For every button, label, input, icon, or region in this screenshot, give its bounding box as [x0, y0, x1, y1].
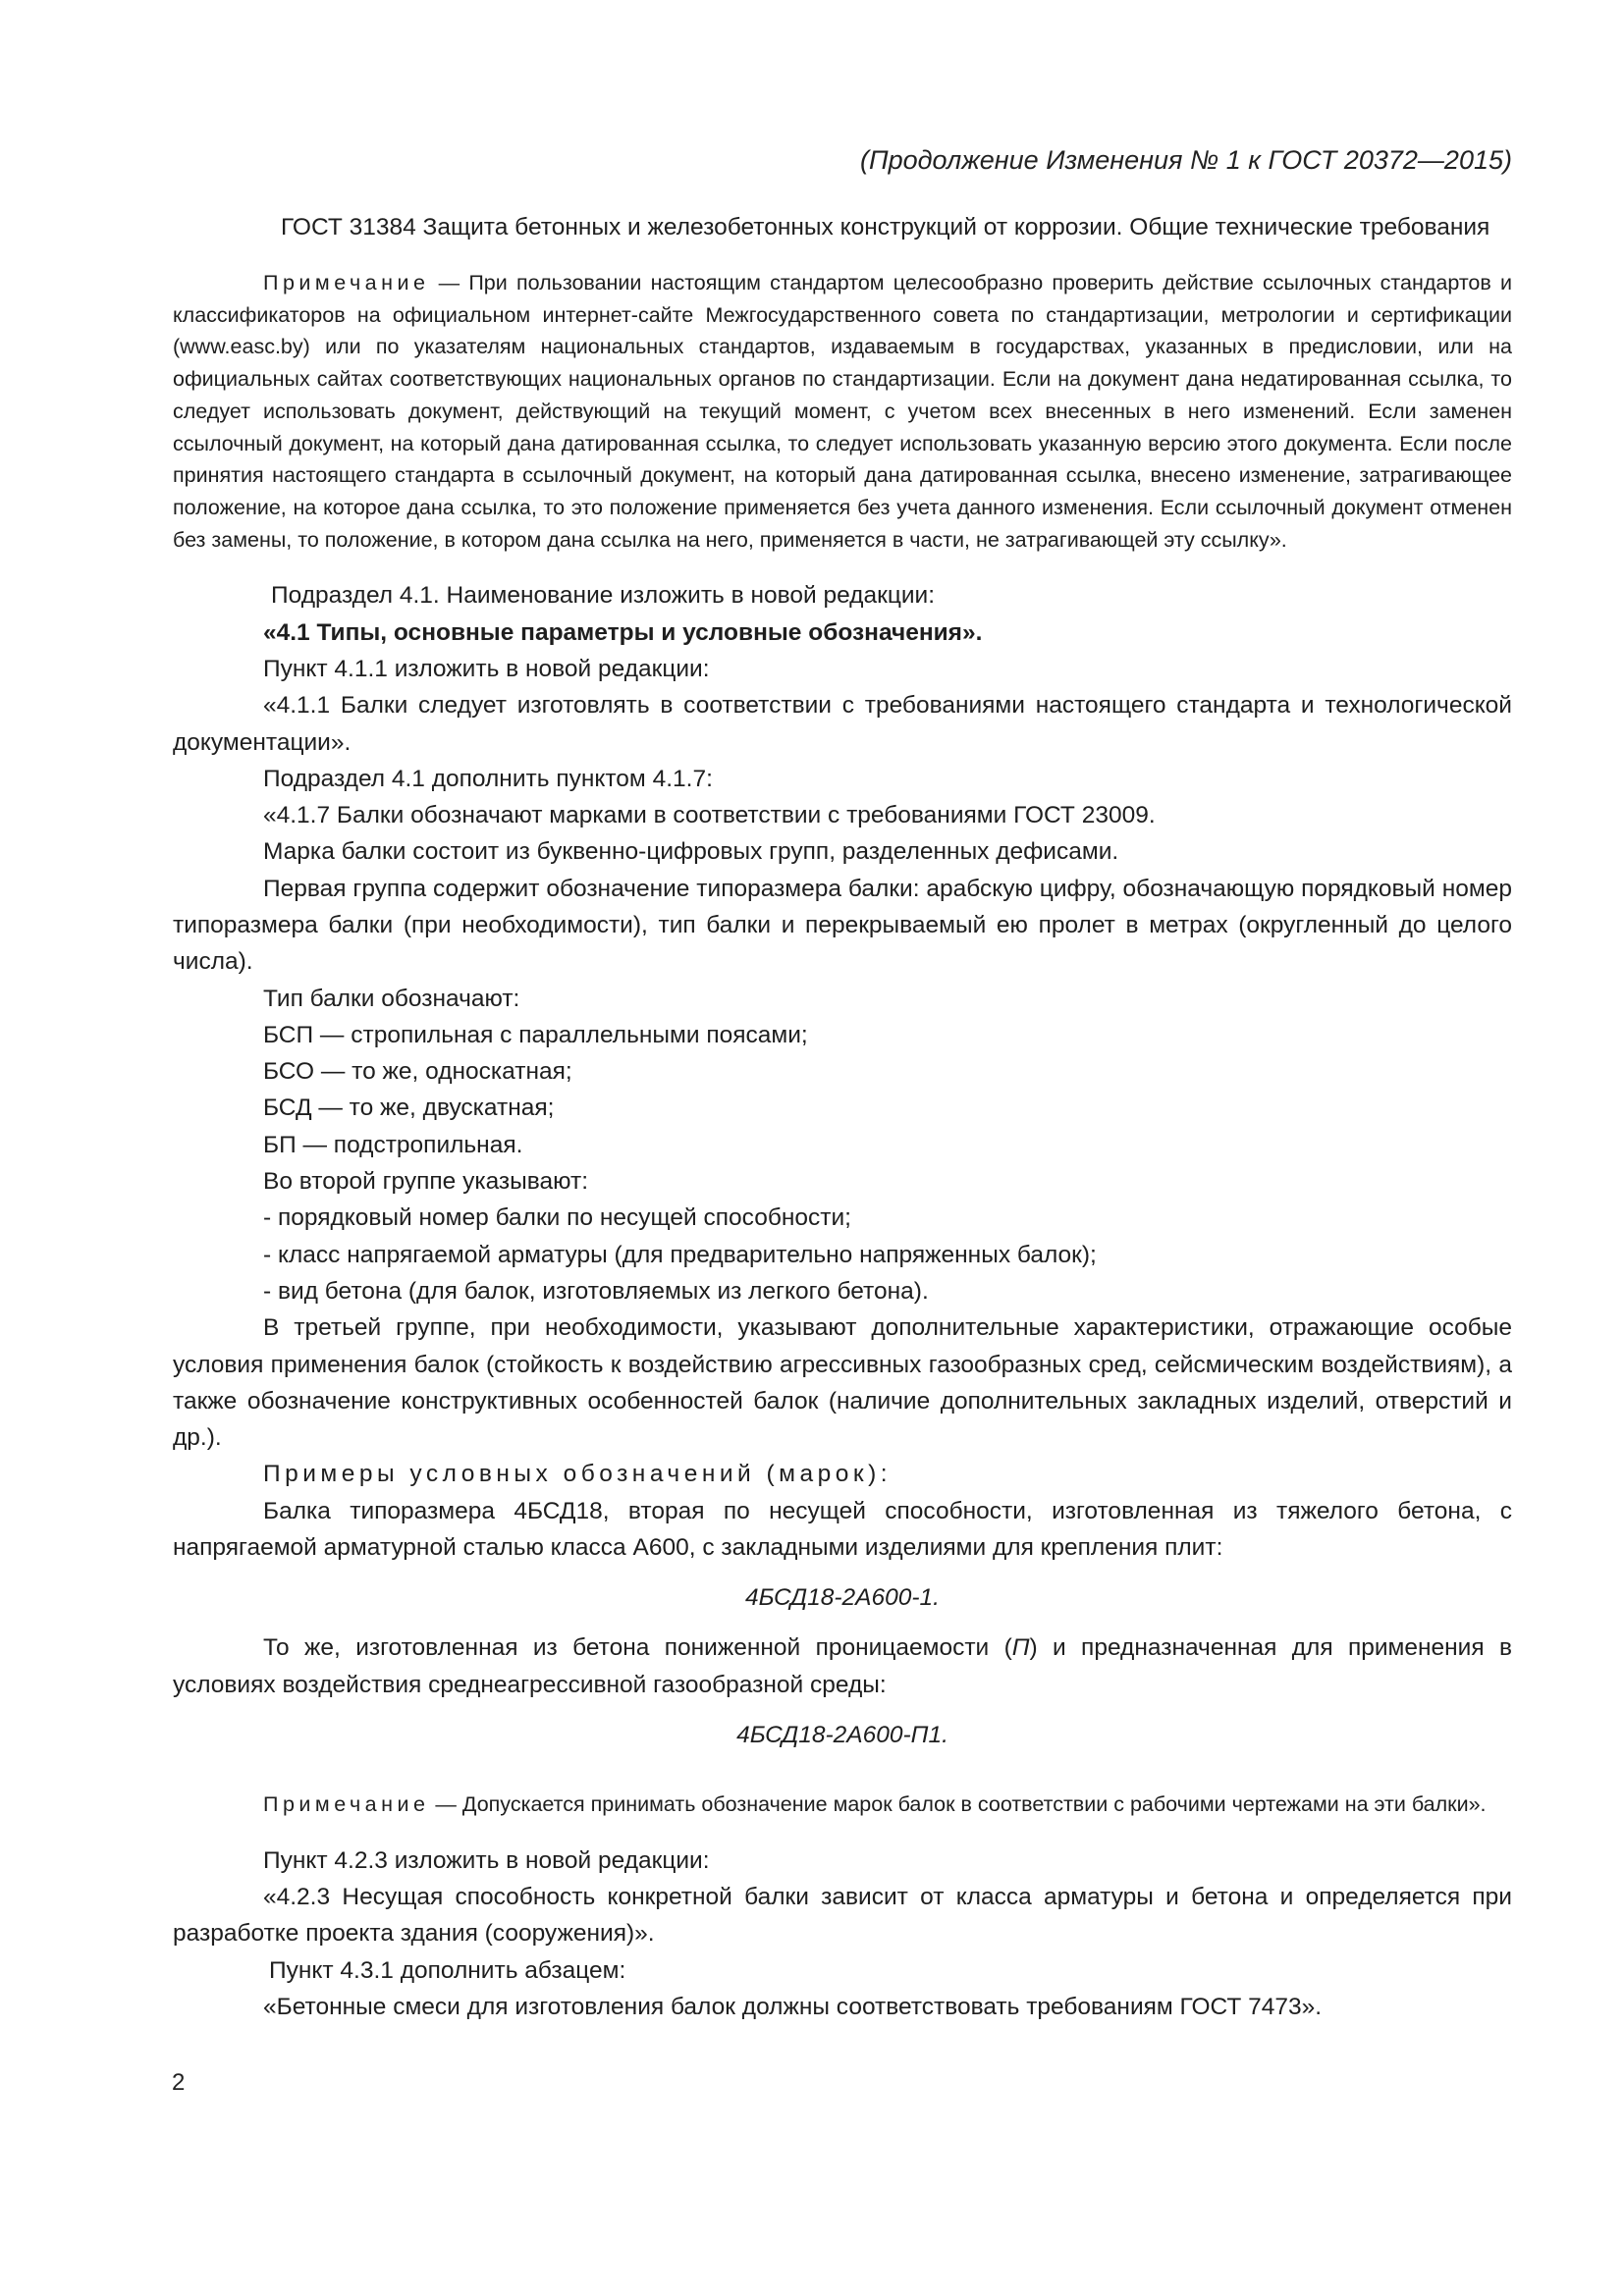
second-group-item: - класс напрягаемой арматуры (для предварительно напряженных балок); [263, 1241, 1097, 1268]
beam-type-bsd: БСД — то же, двускатная; [263, 1095, 555, 1122]
page-number: 2 [172, 2069, 186, 2096]
item-4-1-7-instruction: Подраздел 4.1 дополнить пунктом 4.1.7: [263, 765, 713, 792]
note-label: Примечание [263, 1791, 430, 1816]
example-1-text: Балка типоразмера 4БСД18, вторая по несущей способности, изготовленная из тяжелого бетона, с напрягаемой арматурной сталью класса А600, с закладными изделиями для крепления плит: [173, 1497, 1512, 1562]
note-label: Примечание [263, 271, 430, 294]
note-dash: — [429, 1791, 462, 1816]
note-references [173, 267, 1512, 556]
second-group-item: - вид бетона (для балок, изготовляемых из легкого бетона). [263, 1277, 929, 1305]
reference-gost-31384: ГОСТ 31384 Защита бетонных и железобетонных конструкций от коррозии. Общие технические требования [281, 214, 1490, 240]
item-4-2-3-instruction: Пункт 4.2.3 изложить в новой редакции: [263, 1846, 710, 1874]
second-group-item: - порядковый номер балки по несущей способности; [263, 1204, 851, 1232]
example-2-mark: 4БСД18-2А600-П1. [736, 1721, 948, 1748]
subsection-4-1-instruction: Подраздел 4.1. Наименование изложить в новой редакции: [271, 582, 936, 610]
page-content [173, 208, 1512, 2025]
note-dash: — [429, 271, 469, 294]
item-4-3-1-text: «Бетонные смеси для изготовления балок должны соответствовать требованиям ГОСТ 7473». [263, 1993, 1323, 2020]
item-4-2-3-text: «4.2.3 Несущая способность конкретной балки зависит от класса арматуры и бетона и определяется при разработке проекта здания (сооружения)». [173, 1883, 1512, 1948]
beam-type-bsp: БСП — стропильная с параллельными поясами; [263, 1021, 808, 1048]
note-text: При пользовании настоящим стандартом целесообразно проверить действие ссылочных стандартов и классификаторов на официальном интернет-сайте Межгосударственного совета по стандартизации, метрологии и сертификации (www.easc.by) или по указателям национальных стандартов, издаваемым в государствах, указанных в предисловии, или на официальных сайтах соответствующих национальных органов по стандартизации. Если на документ дана недатированная ссылка, то следует использовать документ, действующий на текущий момент, с учетом всех внесенных в него изменений. Если заменен ссылочный документ, на который дана датированная ссылка, то следует использовать указанную версию этого документа. Если после принятия настоящего стандарта в ссылочный документ, на который дана датированная ссылка, внесено изменение, затрагивающее положение, на которое дана ссылка, то это положение применяется без учета данного изменения. Если ссылочный документ отменен без замены, то положение, в котором дана ссылка на него, применяется в части, не затрагивающей эту ссылку». [173, 271, 1512, 552]
mark-structure-text: Марка балки состоит из буквенно-цифровых групп, разделенных дефисами. [263, 838, 1119, 866]
beam-type-bp: БП — подстропильная. [263, 1131, 523, 1158]
item-4-1-1-instruction: Пункт 4.1.1 изложить в новой редакции: [263, 655, 710, 682]
permeability-symbol: П [1011, 1634, 1030, 1662]
first-group-text: Первая группа содержит обозначение типоразмера балки: арабскую цифру, обозначающую порядковый номер типоразмера балки (при необходимости), тип балки и перекрываемый ею пролет в метрах (округленный до целого числа). [173, 875, 1512, 976]
item-4-1-7-text: «4.1.7 Балки обозначают марками в соответствии с требованиями ГОСТ 23009. [263, 802, 1156, 829]
subsection-4-1-title: «4.1 Типы, основные параметры и условные обозначения». [263, 618, 983, 646]
beam-type-bso: БСО — то же, односкатная; [263, 1058, 572, 1086]
examples-heading: Примеры условных обозначений (марок): [263, 1461, 893, 1488]
third-group-text: В третьей группе, при необходимости, указывают дополнительные характеристики, отражающие особые условия применения балок (стойкость к воздействию агрессивных газообразных сред, сейсмическим воздействиям), а также обозначение конструктивных особенностей балок (наличие дополнительных закладных изделий, отверстий и др.). [173, 1314, 1512, 1452]
item-4-3-1-instruction: Пункт 4.3.1 дополнить абзацем: [269, 1956, 626, 1984]
example-1-mark: 4БСД18-2А600-1. [744, 1584, 940, 1612]
second-group-intro: Во второй группе указывают: [263, 1168, 589, 1196]
note-text: Допускается принимать обозначение марок балок в соответствии с рабочими чертежами на эти балки». [461, 1791, 1487, 1816]
note-marks [173, 1789, 1512, 1821]
item-4-1-1-text: «4.1.1 Балки следует изготовлять в соответствии с требованиями настоящего стандарта и технологической документации». [173, 692, 1512, 756]
running-title: (Продолжение Изменения № 1 к ГОСТ 20372—2015) [860, 145, 1512, 175]
example-2-text: То же, изготовленная из бетона пониженной проницаемости (П) и предназначенная для применения в условиях воздействия среднеагрессивной газообразной среды: [173, 1634, 1512, 1698]
beam-type-intro: Тип балки обозначают: [263, 985, 520, 1012]
